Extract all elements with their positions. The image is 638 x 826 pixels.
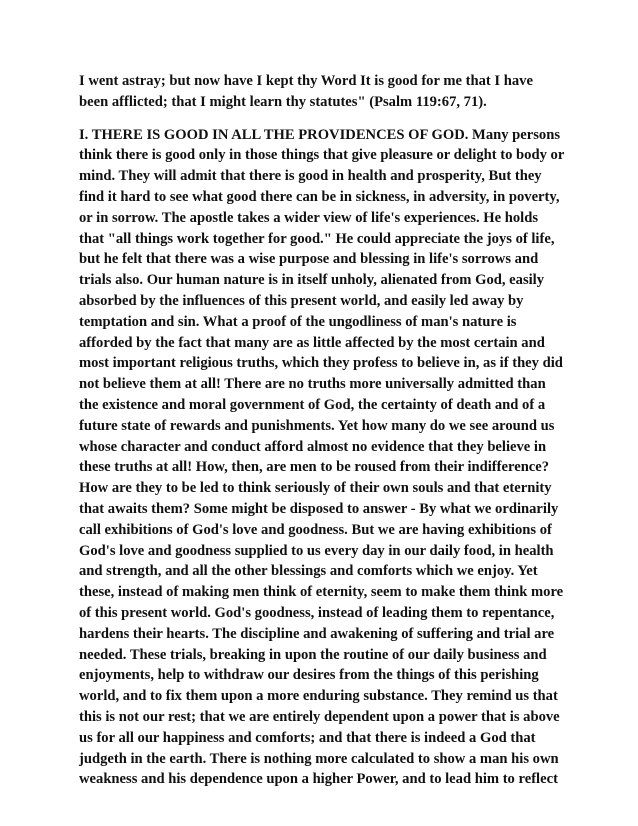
text-line: find it hard to see what good there can be in sickness, in adversity, in poverty,: [79, 188, 560, 205]
text-line: not believe them at all! There are no truths more universally admitted than: [79, 376, 546, 393]
text-line: or in sorrow. The apostle takes a wider view of life's experiences. He holds: [79, 209, 539, 226]
text-line: God's love and goodness supplied to us every day in our daily food, in health: [79, 542, 554, 559]
text-line: judgeth in the earth. There is nothing more calculated to show a man his own: [79, 750, 559, 767]
text-line: needed. These trials, breaking in upon the routine of our daily business and: [79, 646, 547, 663]
text-line: How are they to be led to think seriously of their own souls and that eternity: [79, 480, 552, 497]
text-line: enjoyments, help to withdraw our desires from the things of this perishing: [79, 667, 539, 684]
text-line: most important religious truths, which they profess to believe in, as if they did: [79, 355, 563, 372]
text-line: call exhibitions of God's love and goodness. But we are having exhibitions of: [79, 521, 552, 538]
text-line: world, and to fix them upon a more enduring substance. They remind us that: [79, 688, 558, 705]
document-page: [79, 71, 575, 790]
text-line: the existence and moral government of God, the certainty of death and of a: [79, 396, 546, 413]
body-paragraph: [79, 125, 575, 791]
text-line: afforded by the fact that many are as little affected by the most certain and: [79, 334, 545, 351]
intro-paragraph: [79, 71, 575, 113]
text-line: whose character and conduct afford almost no evidence that they believe in: [79, 438, 547, 455]
text-line: I went astray; but now have I kept thy Word It is good for me that I have: [79, 73, 533, 89]
text-line: that awaits them? Some might be disposed to answer - By what we ordinarily: [79, 500, 559, 517]
text-line: I. THERE IS GOOD IN ALL THE PROVIDENCES OF GOD. Many persons: [79, 126, 561, 143]
paragraph-gap: [79, 113, 575, 125]
text-line: that "all things work together for good." He could appreciate the joys of life,: [79, 230, 555, 247]
text-line: weakness and his dependence upon a higher Power, and to lead him to reflect: [79, 771, 558, 788]
text-line: of this present world. God's goodness, instead of leading them to repentance,: [79, 604, 555, 621]
text-line: and strength, and all the other blessings and comforts which we enjoy. Yet: [79, 563, 538, 580]
text-line: us for all our happiness and comforts; and that there is indeed a God that: [79, 729, 536, 746]
text-line: this is not our rest; that we are entirely dependent upon a power that is above: [79, 708, 560, 725]
text-line: these, instead of making men think of eternity, seem to make them think more: [79, 584, 564, 601]
text-line: future state of rewards and punishments. Yet how many do we see around us: [79, 417, 555, 434]
text-line: temptation and sin. What a proof of the ungodliness of man's nature is: [79, 313, 517, 330]
text-line: these truths at all! How, then, are men to be roused from their indifference?: [79, 459, 550, 476]
text-line: think there is good only in those things that give pleasure or delight to body or: [79, 147, 565, 164]
text-line: but he felt that there was a wise purpose and blessing in life's sorrows and: [79, 251, 539, 268]
text-line: been afflicted; that I might learn thy statutes" (Psalm 119:67, 71).: [79, 93, 487, 110]
text-line: trials also. Our human nature is in itself unholy, alienated from God, easily: [79, 272, 545, 289]
text-line: absorbed by the influences of this present world, and easily led away by: [79, 292, 524, 309]
text-line: mind. They will admit that there is good in health and prosperity, But they: [79, 168, 542, 185]
text-line: hardens their hearts. The discipline and awakening of suffering and trial are: [79, 625, 555, 642]
